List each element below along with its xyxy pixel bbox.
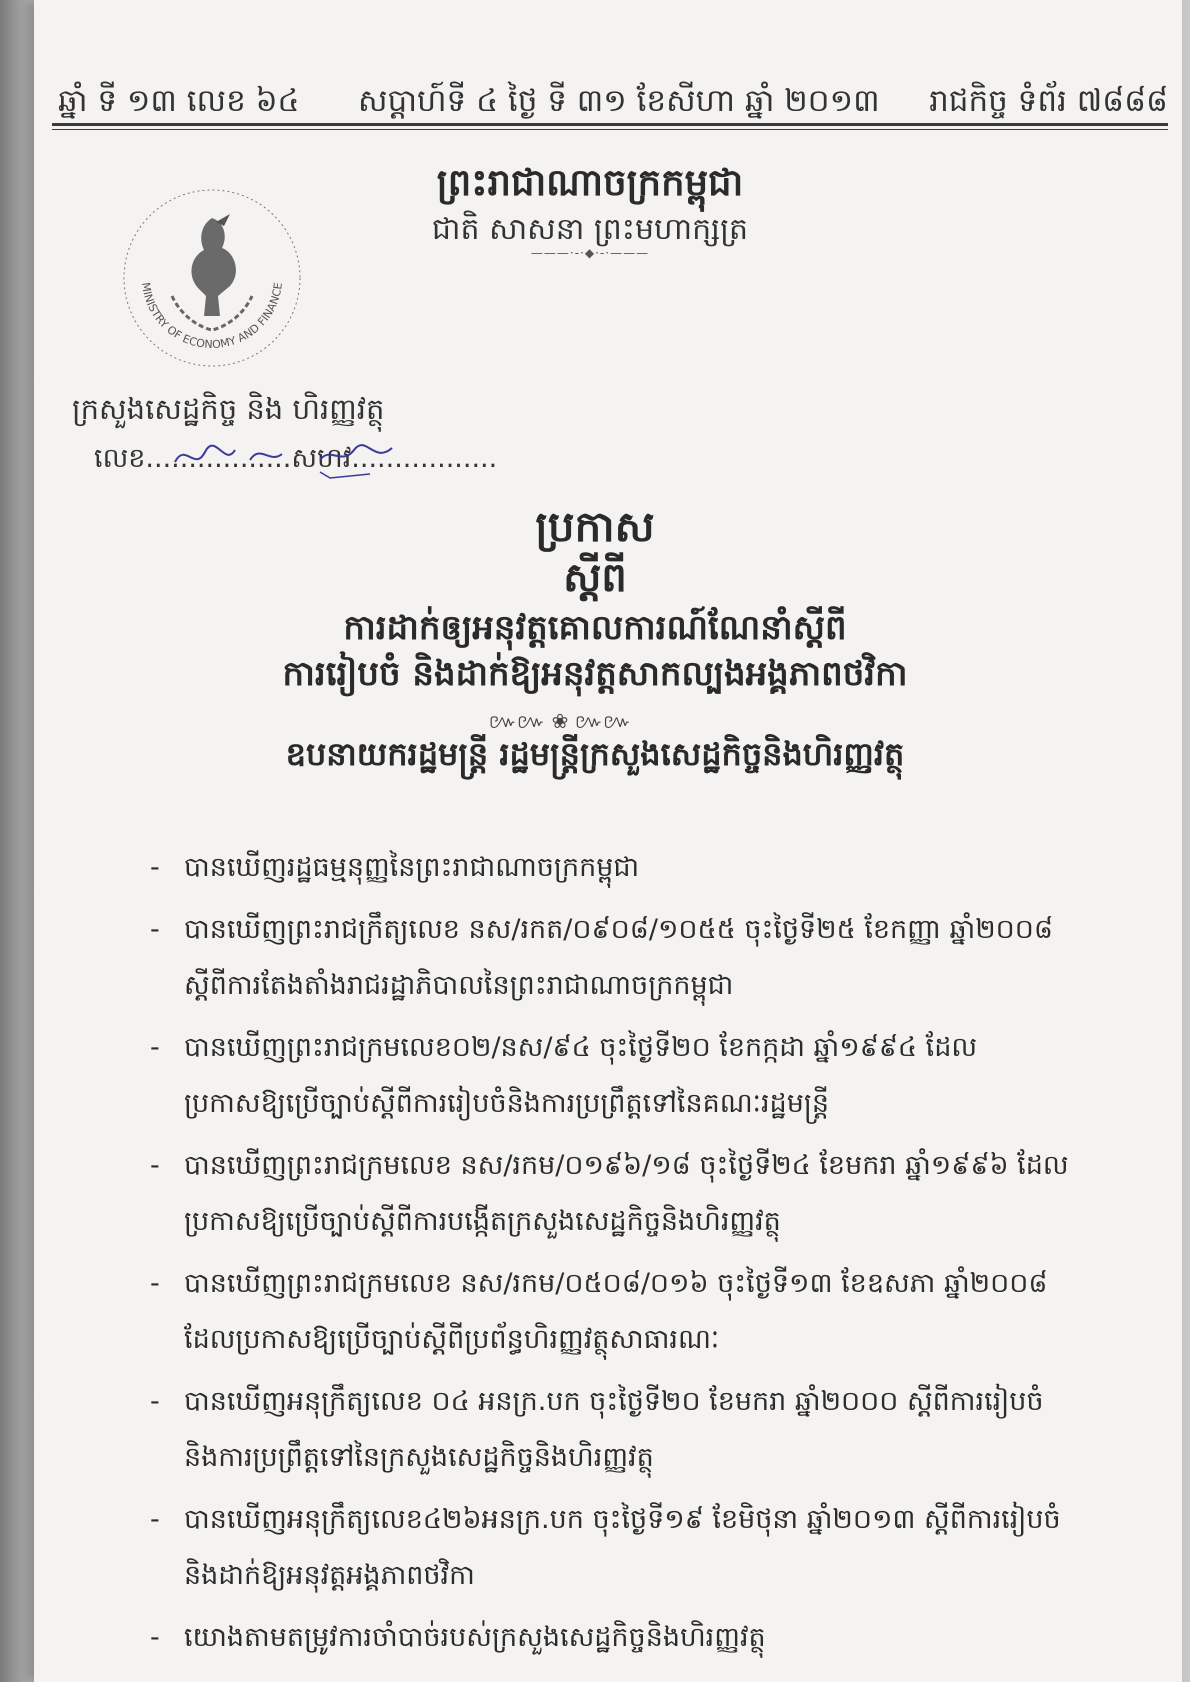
bullet-dash: - bbox=[150, 914, 160, 945]
preamble-item bbox=[150, 1020, 1070, 1132]
title-subject-line-2: ការរៀបចំ និងដាក់ឱ្យអនុវត្តសាកល្បងអង្គភាពថវិកា bbox=[282, 654, 908, 694]
bullet-dash: - bbox=[150, 1504, 160, 1535]
bullet-dash: - bbox=[150, 1032, 160, 1063]
preamble-item-text: បានឃើញព្រះរាជក្រឹត្យលេខ នស/រកត/០៩០៨/១០៥៥ ចុះថ្ងៃទី២៥ ខែកញ្ញា ឆ្នាំ២០០៨ ស្តីពីការតែងតាំងរាជរដ្ឋាភិបាលនៃព្រះរាជាណាចក្រកម្ពុជា bbox=[184, 914, 1053, 1001]
reference-number-line: លេខ.................សហវ................. bbox=[94, 443, 498, 474]
preamble-item-text: បានឃើញអនុក្រឹត្យលេខ៤២៦អនក្រ.បក ចុះថ្ងៃទី១៩ ខែមិថុនា ឆ្នាំ២០១៣ ស្តីពីការរៀបចំនិងដាក់ឱ្យអនុវត្តអង្គភាពថវិកា bbox=[184, 1504, 1061, 1591]
scan-edge bbox=[0, 0, 34, 1682]
bullet-dash: - bbox=[150, 1150, 160, 1181]
preamble-item bbox=[150, 840, 1070, 896]
preamble-item-text: បានឃើញអនុក្រឹត្យលេខ ០៤ អនក្រ.បក ចុះថ្ងៃទី២០ ខែមករា ឆ្នាំ២០០០ ស្តីពីការរៀបចំនិងការប្រព្រឹត្តទៅនៃក្រសួងសេដ្ឋកិច្ចនិងហិរញ្ញវត្ថុ bbox=[184, 1386, 1044, 1473]
bullet-dash: - bbox=[150, 1268, 160, 1299]
preamble-item-text: បានឃើញព្រះរាជក្រមលេខ នស/រកម/០១៩៦/១៨ ចុះថ្ងៃទី២៤ ខែមករា ឆ្នាំ១៩៩៦ ដែលប្រកាសឱ្យប្រើច្បាប់ស្តីពីការបង្កើតក្រសួងសេដ្ឋកិច្ចនិងហិរញ្ញវត្ថុ bbox=[184, 1150, 1069, 1237]
ministry-seal-logo bbox=[112, 178, 312, 378]
handwritten-reference-number bbox=[170, 432, 410, 482]
national-motto: ជាតិ សាសនា ព្រះមហាក្សត្រ bbox=[431, 212, 749, 247]
title-ornament: ៚៚ ❀ ៚៚ bbox=[488, 709, 632, 733]
preamble-item-text: បានឃើញព្រះរាជក្រមលេខ០២/នស/៩៤ ចុះថ្ងៃទី២០ ខែកក្កដា ឆ្នាំ១៩៩៤ ដែលប្រកាសឱ្យប្រើច្បាប់ស្តីពីការរៀបចំនិងការប្រព្រឹត្តទៅនៃគណៈរដ្ឋមន្ត្រី bbox=[184, 1032, 978, 1119]
preamble-item-text: បានឃើញរដ្ឋធម្មនុញ្ញនៃព្រះរាជាណាចក្រកម្ពុជា bbox=[184, 852, 640, 883]
preamble-item bbox=[150, 902, 1070, 1014]
gazette-date: សប្តាហ៍ទី ៤ ថ្ងៃ ទី ៣១ ខែសីហា ឆ្នាំ ២០១៣ bbox=[358, 83, 880, 119]
bullet-dash: - bbox=[150, 1386, 160, 1417]
preamble-item bbox=[150, 1492, 1070, 1604]
svg-text:MINISTRY OF ECONOMY AND FINANC: MINISTRY OF ECONOMY AND FINANCE bbox=[139, 281, 285, 352]
gazette-year-issue: ឆ្នាំ ទី ១៣ លេខ ៦៤ bbox=[58, 83, 300, 119]
preamble-list bbox=[150, 840, 1070, 1672]
header-rule-thick bbox=[52, 123, 1168, 126]
preamble-item bbox=[150, 1610, 1070, 1666]
issuing-authority: ឧបនាយករដ្ឋមន្ត្រី រដ្ឋមន្ត្រីក្រសួងសេដ្ឋកិច្ចនិងហិរញ្ញវត្ថុ bbox=[285, 735, 905, 773]
ministry-name: ក្រសួងសេដ្ឋកិច្ច និង ហិរញ្ញវត្ថុ bbox=[72, 392, 385, 426]
kingdom-title: ព្រះរាជាណាចក្រកម្ពុជា bbox=[436, 161, 744, 204]
bullet-dash: - bbox=[150, 852, 160, 883]
preamble-item bbox=[150, 1256, 1070, 1368]
bullet-dash: - bbox=[150, 1622, 160, 1653]
title-subject-line-1: ការដាក់ឲ្យអនុវត្តគោលការណ៍ណែនាំស្តីពី bbox=[343, 608, 847, 648]
gazette-page-number: រាជកិច្ច ទំព័រ ៧៨៨៨ bbox=[929, 83, 1168, 119]
preamble-item bbox=[150, 1374, 1070, 1486]
title-on: ស្តីពី bbox=[563, 555, 627, 601]
proclamation-title: ប្រកាស bbox=[535, 502, 655, 551]
preamble-item bbox=[150, 1138, 1070, 1250]
header-rule-thin bbox=[52, 129, 1168, 130]
preamble-item-text: យោងតាមតម្រូវការចាំបាច់របស់ក្រសួងសេដ្ឋកិច្ចនិងហិរញ្ញវត្ថុ bbox=[184, 1622, 766, 1653]
preamble-item-text: បានឃើញព្រះរាជក្រមលេខ នស/រកម/០៥០៨/០១៦ ចុះថ្ងៃទី១៣ ខែឧសភា ឆ្នាំ២០០៨ ដែលប្រកាសឱ្យប្រើច្បាប់ស្តីពីប្រព័ន្ធហិរញ្ញវត្ថុសាធារណៈ bbox=[184, 1268, 1048, 1355]
motto-divider-ornament: ———·-·◆·-·——— bbox=[530, 246, 650, 260]
